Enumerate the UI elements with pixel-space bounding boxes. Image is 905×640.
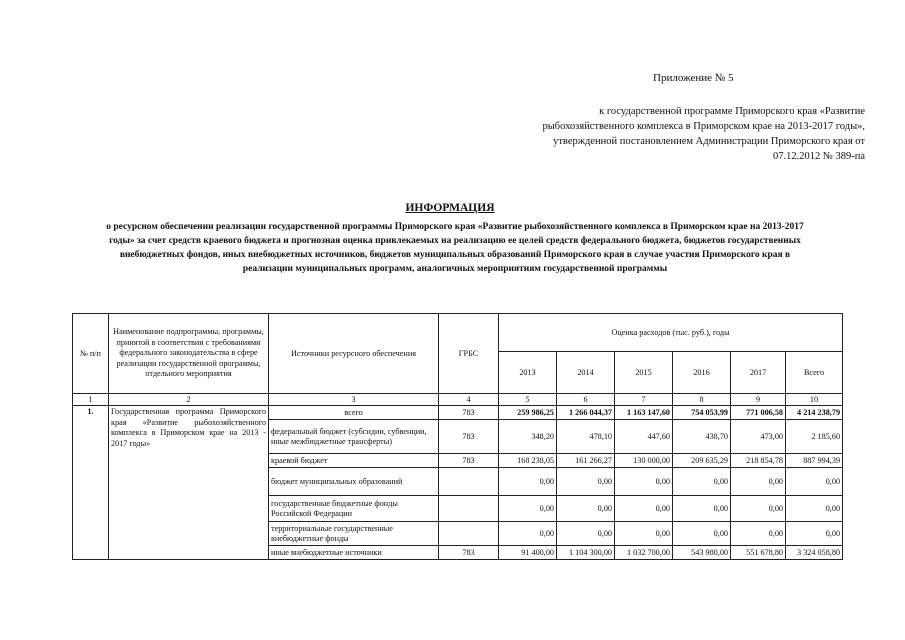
source-cell: государственные бюджетные фонды Российской Федерации	[269, 496, 439, 522]
value-cell: 2 185,60	[786, 420, 843, 454]
value-cell: 218 854,78	[731, 454, 786, 468]
value-cell: 1 163 147,60	[615, 406, 673, 420]
value-cell: 1 104 300,00	[557, 546, 615, 560]
value-cell: 0,00	[731, 522, 786, 546]
source-cell: всего	[269, 406, 439, 420]
resource-table	[72, 313, 843, 560]
value-cell: 0,00	[731, 468, 786, 496]
value-cell: 0,00	[557, 468, 615, 496]
column-number: 5	[499, 394, 557, 406]
value-cell: 0,00	[673, 468, 731, 496]
value-cell: 771 006,58	[731, 406, 786, 420]
value-cell: 0,00	[499, 468, 557, 496]
value-cell: 0,00	[673, 496, 731, 522]
source-cell: бюджет муниципальных образований	[269, 468, 439, 496]
value-cell: 0,00	[557, 522, 615, 546]
document-heading: ИНФОРМАЦИЯ	[405, 202, 495, 214]
value-cell: 0,00	[499, 522, 557, 546]
value-cell: 348,20	[499, 420, 557, 454]
value-cell: 259 986,25	[499, 406, 557, 420]
header-total: Всего	[786, 352, 843, 394]
appendix-label: Приложение № 5	[653, 72, 734, 84]
column-number: 9	[731, 394, 786, 406]
column-number: 10	[786, 394, 843, 406]
value-cell: 1 266 044,37	[557, 406, 615, 420]
header-year: 2013	[499, 352, 557, 394]
value-cell: 447,60	[615, 420, 673, 454]
value-cell: 0,00	[615, 522, 673, 546]
value-cell: 478,10	[557, 420, 615, 454]
column-number: 1	[73, 394, 109, 406]
source-cell: краевой бюджет	[269, 454, 439, 468]
column-number: 3	[269, 394, 439, 406]
value-cell: 0,00	[731, 496, 786, 522]
header-year: 2016	[673, 352, 731, 394]
value-cell: 754 053,99	[673, 406, 731, 420]
value-cell: 130 000,00	[615, 454, 673, 468]
grbs-cell: 783	[439, 420, 499, 454]
value-cell: 4 214 238,79	[786, 406, 843, 420]
column-number: 2	[109, 394, 269, 406]
value-cell: 0,00	[786, 496, 843, 522]
program-name: Государственная программа Приморского края «Развитие рыбохозяйственного комплекса в Приморском крае на 2013 - 2017 годы»	[109, 406, 269, 560]
value-cell: 209 635,29	[673, 454, 731, 468]
appendix-text: к государственной программе Приморского края «Развитие рыбохозяйственного комплекса в Приморском крае на 2013-2017 годы», утвержденной постановлением Администрации Приморского края от 07.12.2012 № 389-па	[542, 106, 865, 162]
column-number: 4	[439, 394, 499, 406]
program-num: 1.	[73, 406, 109, 560]
header-year: 2015	[615, 352, 673, 394]
value-cell: 551 678,80	[731, 546, 786, 560]
grbs-cell: 783	[439, 454, 499, 468]
value-cell: 0,00	[673, 522, 731, 546]
grbs-cell	[439, 522, 499, 546]
value-cell: 543 980,00	[673, 546, 731, 560]
source-cell: иные внебюджетные источники	[269, 546, 439, 560]
value-cell: 161 266,27	[557, 454, 615, 468]
header-year: 2017	[731, 352, 786, 394]
grbs-cell	[439, 496, 499, 522]
value-cell: 0,00	[615, 468, 673, 496]
header-estimate: Оценка расходов (тыс. руб.), годы	[499, 314, 843, 352]
value-cell: 0,00	[786, 468, 843, 496]
grbs-cell	[439, 468, 499, 496]
header-name: Наименование подпрограммы, программы, принятой в соответствии с требованиями федерального законодательства в сфере реализации государственной программы, отдельного мероприятия	[109, 314, 269, 394]
header-num: № п/п	[73, 314, 109, 394]
source-cell: территориальные государственные внебюджетные фонды	[269, 522, 439, 546]
column-number-row	[73, 394, 843, 406]
header-source: Источники ресурсного обеспечения	[269, 314, 439, 394]
value-cell: 1 032 700,00	[615, 546, 673, 560]
value-cell: 0,00	[786, 522, 843, 546]
document-subheading: о ресурсном обеспечении реализации государственной программы Приморского края «Развитие рыбохозяйственного комплекса в Приморском крае на 2013-2017 годы» за счет средств краевого бюджета и прогнозная оценка привлекаемых на реализацию ее целей средств федерального бюджета, бюджетов государственных внебюджетных фондов, иных внебюджетных источников, бюджетов муниципальных образований Приморского края в случае участия Приморского края в реализации муниципальных программ, аналогичных мероприятиям государственной программы	[106, 222, 804, 274]
value-cell: 3 324 058,80	[786, 546, 843, 560]
header-year: 2014	[557, 352, 615, 394]
grbs-cell: 783	[439, 406, 499, 420]
table-row	[73, 406, 843, 420]
source-cell: федеральный бюджет (субсидии, субвенции, иные межбюджетные трансферты)	[269, 420, 439, 454]
value-cell: 168 238,05	[499, 454, 557, 468]
grbs-cell: 783	[439, 546, 499, 560]
value-cell: 0,00	[557, 496, 615, 522]
value-cell: 91 400,00	[499, 546, 557, 560]
value-cell: 0,00	[499, 496, 557, 522]
value-cell: 0,00	[615, 496, 673, 522]
value-cell: 438,70	[673, 420, 731, 454]
value-cell: 887 994,39	[786, 454, 843, 468]
column-number: 7	[615, 394, 673, 406]
column-number: 6	[557, 394, 615, 406]
value-cell: 473,00	[731, 420, 786, 454]
column-number: 8	[673, 394, 731, 406]
header-grbs: ГРБС	[439, 314, 499, 394]
